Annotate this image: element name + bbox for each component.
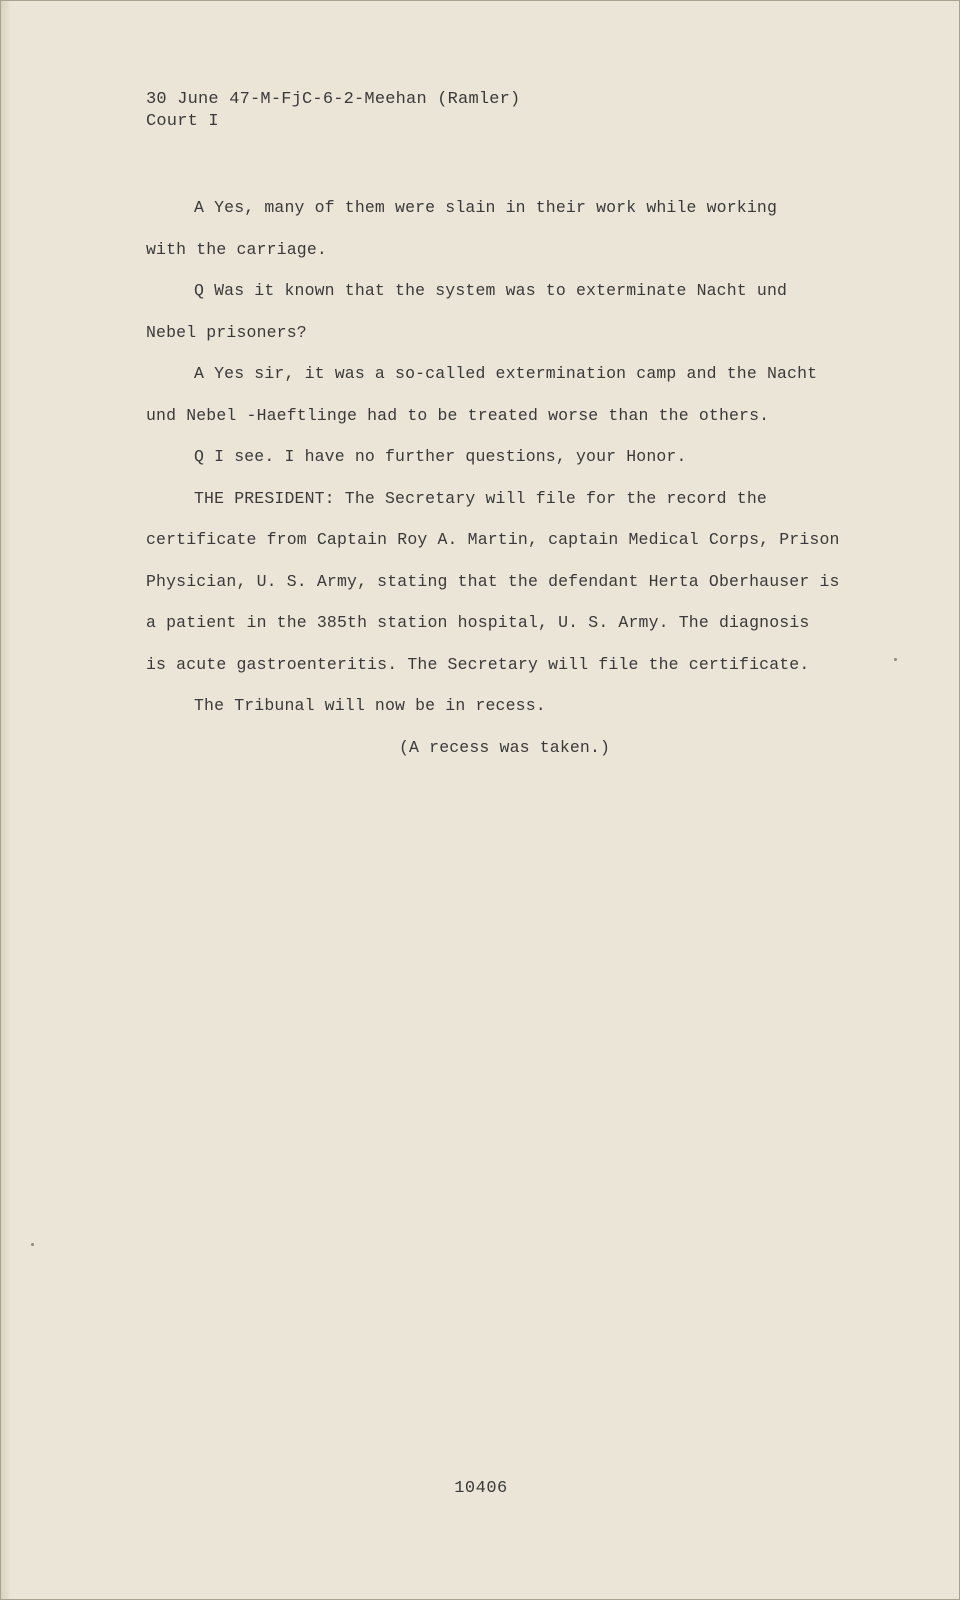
paper-speck <box>894 658 897 661</box>
transcript-line: A Yes, many of them were slain in their work while working <box>194 198 777 217</box>
page-number: 10406 <box>454 1479 508 1498</box>
transcript-line: und Nebel -Haeftlinge had to be treated worse than the others. <box>146 405 770 425</box>
transcript-line: The Tribunal will now be in recess. <box>194 696 546 715</box>
recess-note: (A recess was taken.) <box>399 737 611 757</box>
transcript-line: a patient in the 385th station hospital, U. S. Army. The diagnosis <box>146 613 810 632</box>
transcript-line: Nebel prisoners? <box>146 322 307 342</box>
document-header <box>146 89 520 133</box>
transcript-line: with the carriage. <box>146 239 327 259</box>
transcript-line: THE PRESIDENT: The Secretary will file for the record the <box>194 488 767 508</box>
transcript-line: A Yes sir, it was a so-called extermination camp and the Nacht <box>194 364 818 383</box>
paper-speck <box>31 1243 34 1246</box>
transcript-line: Q I see. I have no further questions, your Honor. <box>194 447 687 466</box>
header-court-line: Court I <box>146 112 219 131</box>
transcript-line: certificate from Captain Roy A. Martin, captain Medical Corps, Prison <box>146 530 840 549</box>
transcript-line: Physician, U. S. Army, stating that the defendant Herta Oberhauser is <box>146 571 840 591</box>
transcript-body <box>146 187 861 768</box>
transcript-line: is acute gastroenteritis. The Secretary will file the certificate. <box>146 654 810 674</box>
transcript-line: Q Was it known that the system was to exterminate Nacht und <box>194 281 788 300</box>
header-session-line: 30 June 47-M-FjC-6-2-Meehan (Ramler) <box>146 90 521 109</box>
